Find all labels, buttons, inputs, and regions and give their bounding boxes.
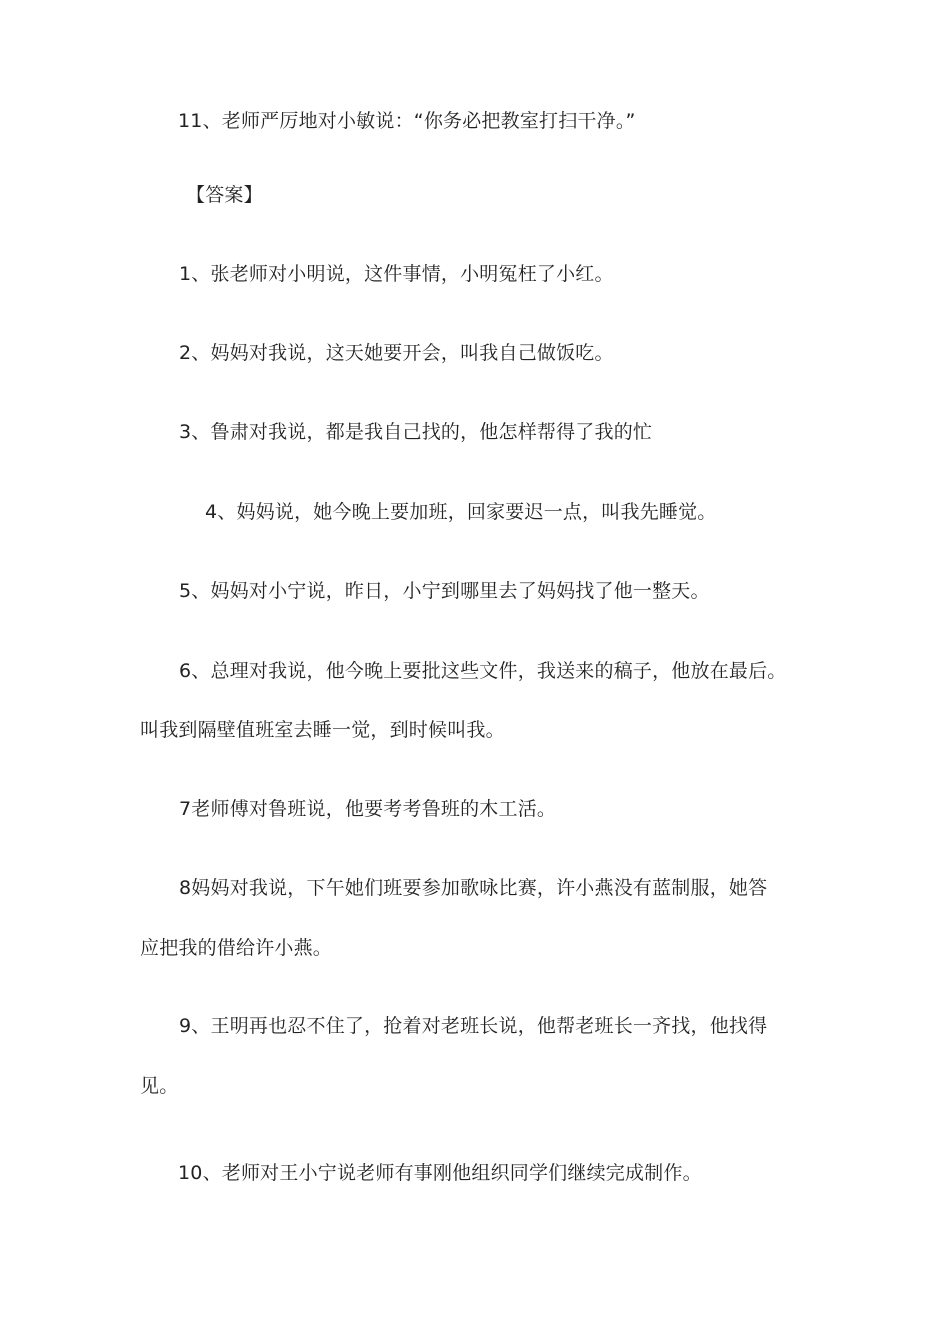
answer-5-text: 5、妈妈对小宁说，昨日，小宁到哪里去了妈妈找了他一整天。 [179,580,710,602]
answer-2-text: 2、妈妈对我说，这天她要开会，叫我自己做饭吃。 [179,342,614,364]
answer-6-text: 6、总理对我说，他今晚上要批这些文件，我送来的稿子，他放在最后。 [179,660,787,682]
answer-9-text: 9、王明再也忍不住了，抢着对老班长说，他帮老班长一齐找，他找得 [179,1015,768,1037]
answer-10-text: 10、老师对王小宁说老师有事刚他组织同学们继续完成制作。 [178,1162,702,1184]
answer-9-continuation: 见。 [140,1075,179,1097]
answer-3-text: 3、鲁肃对我说，都是我自己找的，他怎样帮得了我的忙 [179,421,653,443]
answer-1-text: 1、张老师对小明说，这件事情，小明冤枉了小红。 [179,263,614,285]
answer-4-text: 4、妈妈说，她今晚上要加班，回家要迟一点，叫我先睡觉。 [205,501,717,523]
answer-heading: 【答案】 [186,184,263,206]
answer-7-text: 7老师傅对鲁班说，他要考考鲁班的木工活。 [179,798,557,820]
answer-8-continuation: 应把我的借给许小燕。 [140,937,333,959]
answer-6-continuation: 叫我到隔壁值班室去睡一觉，到时候叫我。 [140,719,505,741]
answer-8-text: 8妈妈对我说，下午她们班要参加歌咏比赛，许小燕没有蓝制服，她答 [179,877,768,899]
question-11-text: 11、老师严厉地对小敏说：“你务必把教室打扫干净。” [178,110,636,132]
